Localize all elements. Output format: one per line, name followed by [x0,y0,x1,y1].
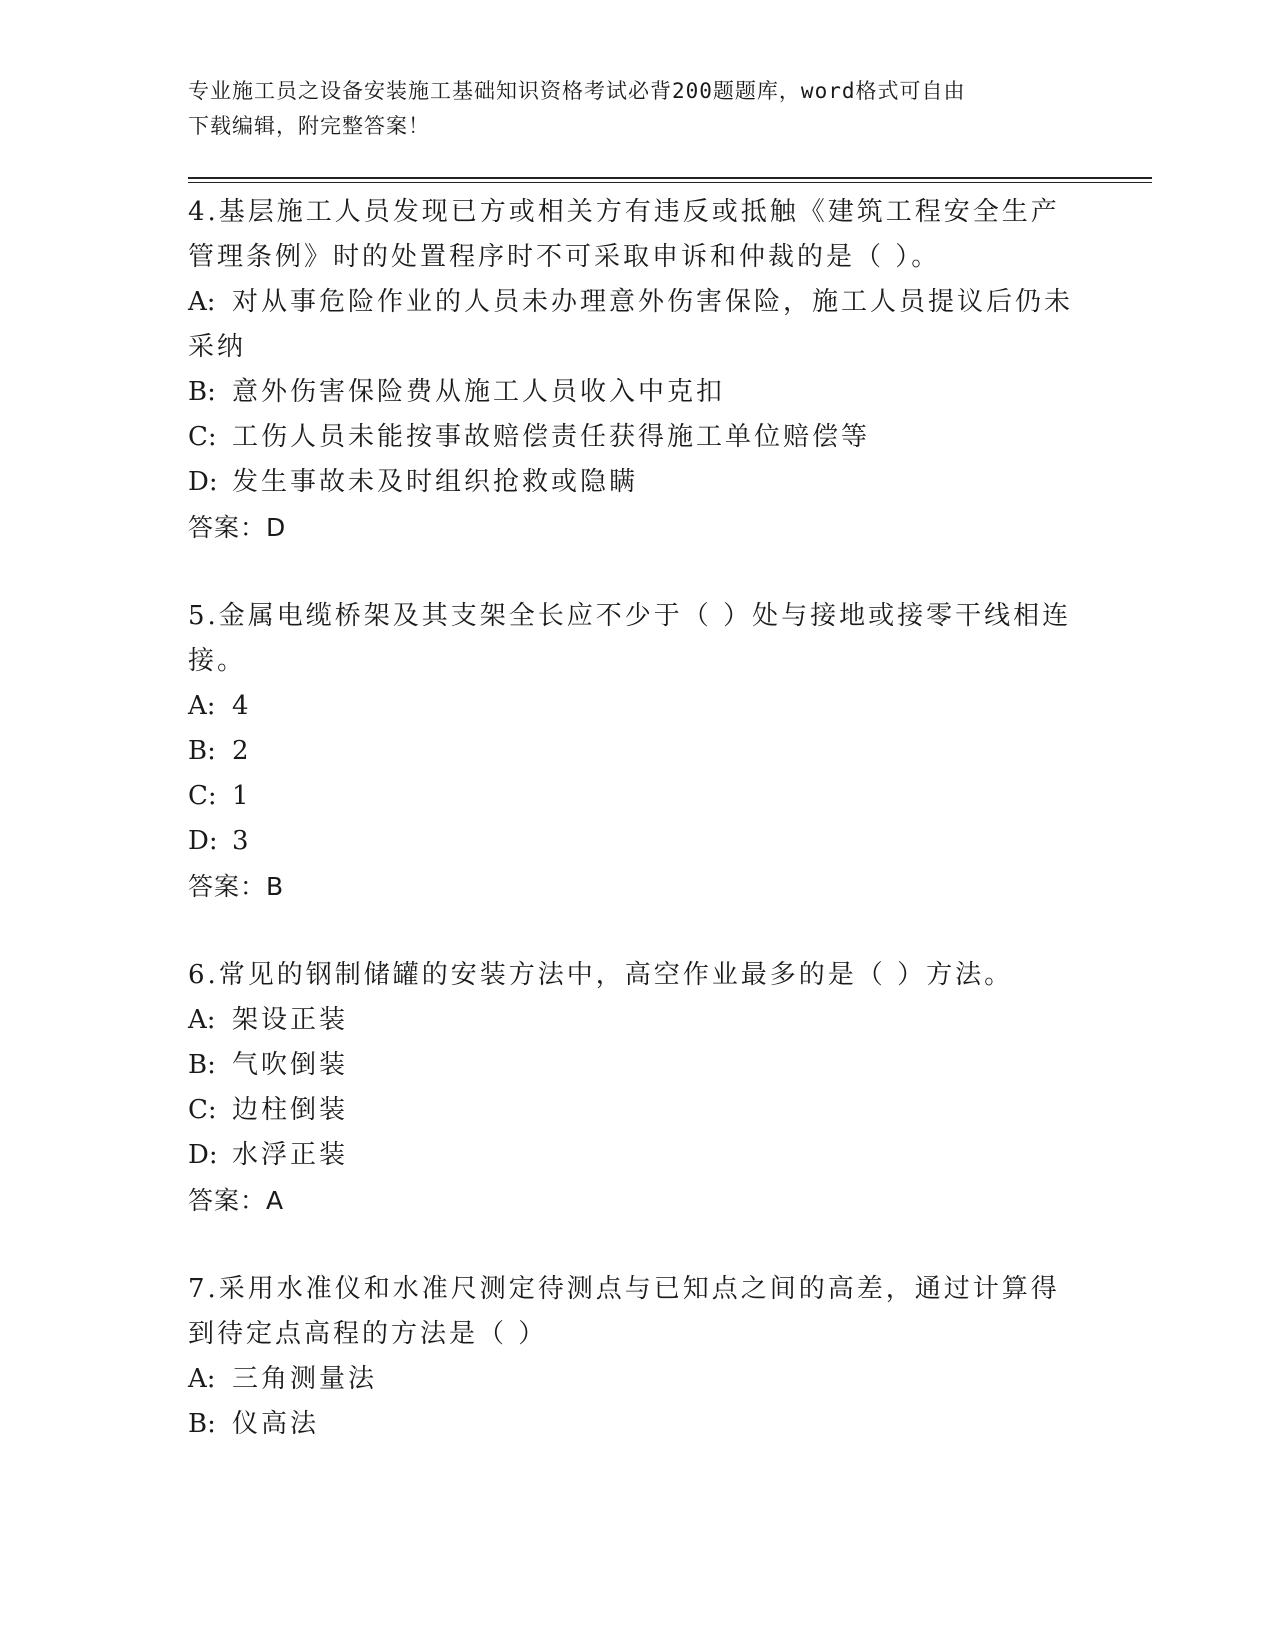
option-text: 发生事故未及时组织抢救或隐瞒 [232,467,639,497]
option-letter: C: [188,422,217,452]
header-line-1: 专业施工员之设备安装施工基础知识资格考试必背200题题库，word格式可自由 [188,79,966,103]
question-4 [188,190,1078,550]
option-a [188,280,1078,325]
option-d [188,1133,1078,1178]
option-letter: A: [188,1364,216,1394]
option-b [188,1043,1078,1088]
option-c [188,415,1078,460]
option-text: 3 [232,826,252,856]
option-letter: C: [188,1095,217,1125]
option-text: 意外伤害保险费从施工人员收入中克扣 [232,377,726,407]
option-text: 对从事危险作业的人员未办理意外伤害保险，施工人员提议后仍未 [232,287,1074,317]
question-stem-line: 6.常见的钢制储罐的安装方法中，高空作业最多的是（ ）方法。 [188,960,1014,990]
option-a [188,998,1078,1043]
question-stem-line: 接。 [188,646,247,676]
option-text: 工伤人员未能按事故赔偿责任获得施工单位赔偿等 [232,422,871,452]
question-stem-line: 7.采用水准仪和水准尺测定待测点与已知点之间的高差，通过计算得 [188,1274,1060,1304]
option-text: 2 [232,736,252,766]
option-text: 水浮正装 [232,1140,349,1170]
option-b [188,370,1078,415]
option-a [188,1357,1078,1402]
question-stem-line: 到待定点高程的方法是（ ） [188,1319,548,1349]
question-list [188,190,1078,1491]
document-header [188,74,1068,144]
option-c [188,774,1078,819]
option-text: 仪高法 [232,1409,320,1439]
option-text: 1 [232,781,252,811]
option-text: 三角测量法 [232,1364,378,1394]
option-letter: A: [188,1005,216,1035]
option-a-continued: 采纳 [188,332,247,362]
option-letter: B: [188,377,216,407]
option-b [188,729,1078,774]
question-6 [188,953,1078,1223]
answer-label: 答案：B [188,872,285,901]
question-stem-line: 4.基层施工人员发现已方或相关方有违反或抵触《建筑工程安全生产 [188,197,1060,227]
header-divider-thick [188,177,1152,179]
answer-label: 答案：A [188,1186,285,1215]
option-letter: C: [188,781,217,811]
option-text: 架设正装 [232,1005,349,1035]
option-text: 4 [232,691,252,721]
header-divider-thin [188,182,1152,183]
option-text: 气吹倒装 [232,1050,349,1080]
answer-label: 答案：D [188,513,287,542]
option-b [188,1402,1078,1447]
option-letter: D: [188,1140,218,1170]
option-letter: A: [188,691,216,721]
option-letter: B: [188,1409,216,1439]
option-letter: A: [188,287,216,317]
option-text: 边柱倒装 [232,1095,349,1125]
option-letter: B: [188,1050,216,1080]
option-letter: D: [188,467,218,497]
option-d [188,460,1078,505]
option-a [188,684,1078,729]
option-letter: D: [188,826,218,856]
option-d [188,819,1078,864]
question-stem-line: 管理条例》时的处置程序时不可采取申诉和仲裁的是（ ）。 [188,242,941,272]
header-line-2: 下载编辑，附完整答案！ [188,114,430,138]
question-7 [188,1267,1078,1447]
question-stem-line: 5.金属电缆桥架及其支架全长应不少于（ ）处与接地或接零干线相连 [188,601,1072,631]
option-letter: B: [188,736,216,766]
question-5 [188,594,1078,909]
option-c [188,1088,1078,1133]
